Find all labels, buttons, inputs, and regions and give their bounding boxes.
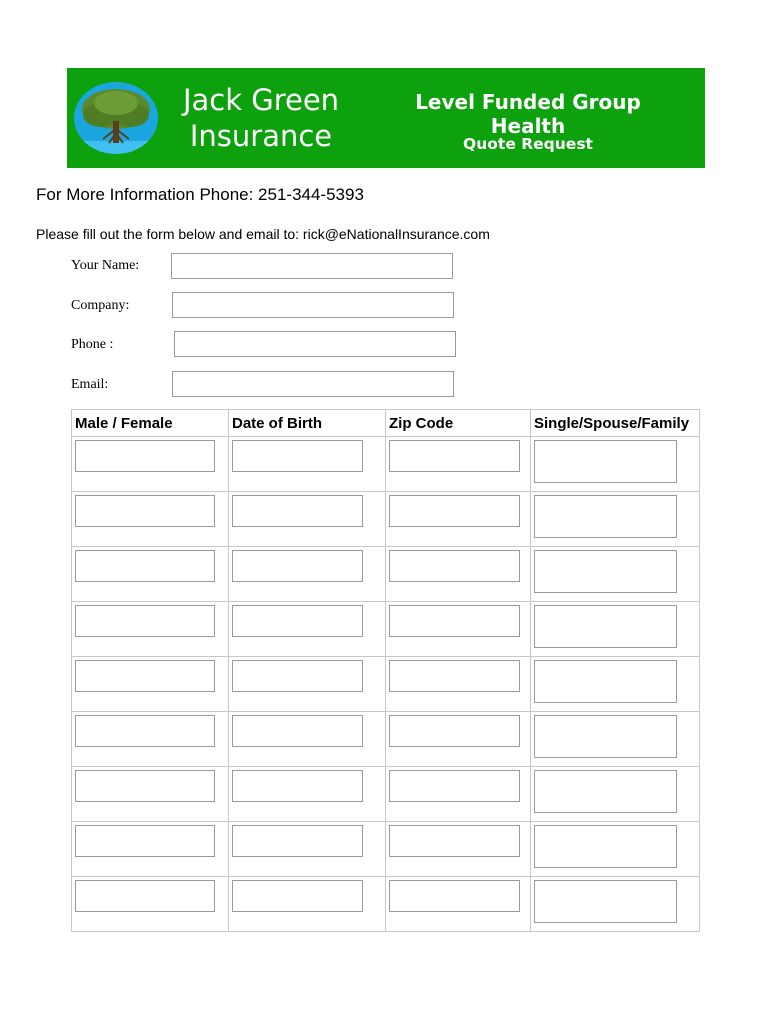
gender-input[interactable] <box>75 495 215 527</box>
table-cell <box>386 492 531 547</box>
column-coverage: Single/Spouse/Family <box>531 410 700 437</box>
page-title: Level Funded Group Health <box>415 90 641 138</box>
table-cell <box>229 657 386 712</box>
gender-input[interactable] <box>75 660 215 692</box>
phone-input[interactable] <box>174 331 456 357</box>
date-of-birth-input[interactable] <box>232 770 363 802</box>
table-cell <box>531 437 700 492</box>
table-cell <box>386 437 531 492</box>
coverage-input[interactable] <box>534 605 677 648</box>
table-cell <box>531 602 700 657</box>
table-row <box>72 877 700 932</box>
zip-code-input[interactable] <box>389 605 520 637</box>
table-cell <box>229 492 386 547</box>
table-header-row <box>72 410 700 437</box>
table-cell <box>229 602 386 657</box>
coverage-input[interactable] <box>534 880 677 923</box>
date-of-birth-input[interactable] <box>232 715 363 747</box>
table-row <box>72 492 700 547</box>
gender-input[interactable] <box>75 715 215 747</box>
zip-code-input[interactable] <box>389 440 520 472</box>
brand-line-2: Insurance <box>189 119 333 153</box>
table-cell <box>72 712 229 767</box>
table-cell <box>386 657 531 712</box>
zip-code-input[interactable] <box>389 880 520 912</box>
coverage-input[interactable] <box>534 550 677 593</box>
date-of-birth-input[interactable] <box>232 825 363 857</box>
coverage-input[interactable] <box>534 770 677 813</box>
your-name-input[interactable] <box>171 253 453 279</box>
table-cell <box>229 822 386 877</box>
coverage-input[interactable] <box>534 495 677 538</box>
date-of-birth-input[interactable] <box>232 550 363 582</box>
table-cell <box>72 822 229 877</box>
table-row <box>72 822 700 877</box>
table-cell <box>386 822 531 877</box>
email-input[interactable] <box>172 371 454 397</box>
table-row <box>72 547 700 602</box>
zip-code-input[interactable] <box>389 770 520 802</box>
table-cell <box>72 437 229 492</box>
column-gender: Male / Female <box>72 410 229 437</box>
table-cell <box>72 602 229 657</box>
coverage-input[interactable] <box>534 660 677 703</box>
zip-code-input[interactable] <box>389 715 520 747</box>
contact-phone: For More Information Phone: 251-344-5393 <box>36 185 364 204</box>
gender-input[interactable] <box>75 440 215 472</box>
coverage-input[interactable] <box>534 825 677 868</box>
table-cell <box>531 547 700 602</box>
gender-input[interactable] <box>75 605 215 637</box>
table-cell <box>229 712 386 767</box>
page-subtitle: Quote Request <box>463 135 593 153</box>
your-name-label: Your Name: <box>71 258 140 273</box>
date-of-birth-input[interactable] <box>232 495 363 527</box>
gender-input[interactable] <box>75 550 215 582</box>
brand-line-1: Jack Green <box>182 83 340 117</box>
brand-name <box>171 82 351 154</box>
company-label: Company: <box>71 298 130 313</box>
zip-code-input[interactable] <box>389 550 520 582</box>
zip-code-input[interactable] <box>389 660 520 692</box>
table-cell <box>386 767 531 822</box>
table-cell <box>229 547 386 602</box>
table-cell <box>72 767 229 822</box>
table-cell <box>531 877 700 932</box>
table-cell <box>531 657 700 712</box>
gender-input[interactable] <box>75 770 215 802</box>
table-cell <box>72 547 229 602</box>
instruction-text: Please fill out the form below and email to: rick@eNationalInsurance.com <box>36 226 490 242</box>
table-cell <box>229 877 386 932</box>
table-cell <box>386 712 531 767</box>
table-body <box>72 437 700 932</box>
coverage-input[interactable] <box>534 715 677 758</box>
date-of-birth-input[interactable] <box>232 605 363 637</box>
table-cell <box>531 712 700 767</box>
column-zip-code: Zip Code <box>386 410 531 437</box>
table-row <box>72 437 700 492</box>
table-row <box>72 657 700 712</box>
table-row <box>72 767 700 822</box>
table-cell <box>72 492 229 547</box>
zip-code-input[interactable] <box>389 495 520 527</box>
phone-label: Phone : <box>71 337 114 352</box>
coverage-input[interactable] <box>534 440 677 483</box>
date-of-birth-input[interactable] <box>232 880 363 912</box>
email-label: Email: <box>71 377 109 392</box>
column-date-of-birth: Date of Birth <box>229 410 386 437</box>
zip-code-input[interactable] <box>389 825 520 857</box>
table-cell <box>386 547 531 602</box>
table-cell <box>531 492 700 547</box>
applicant-table <box>71 409 700 932</box>
table-cell <box>229 767 386 822</box>
header-banner <box>67 68 705 168</box>
table-cell <box>386 877 531 932</box>
table-row <box>72 602 700 657</box>
tree-icon <box>73 81 159 155</box>
company-input[interactable] <box>172 292 454 318</box>
table-cell <box>72 877 229 932</box>
table-cell <box>531 767 700 822</box>
gender-input[interactable] <box>75 825 215 857</box>
gender-input[interactable] <box>75 880 215 912</box>
table-row <box>72 712 700 767</box>
date-of-birth-input[interactable] <box>232 440 363 472</box>
table-cell <box>72 657 229 712</box>
table-cell <box>386 602 531 657</box>
date-of-birth-input[interactable] <box>232 660 363 692</box>
table-cell <box>229 437 386 492</box>
table-cell <box>531 822 700 877</box>
